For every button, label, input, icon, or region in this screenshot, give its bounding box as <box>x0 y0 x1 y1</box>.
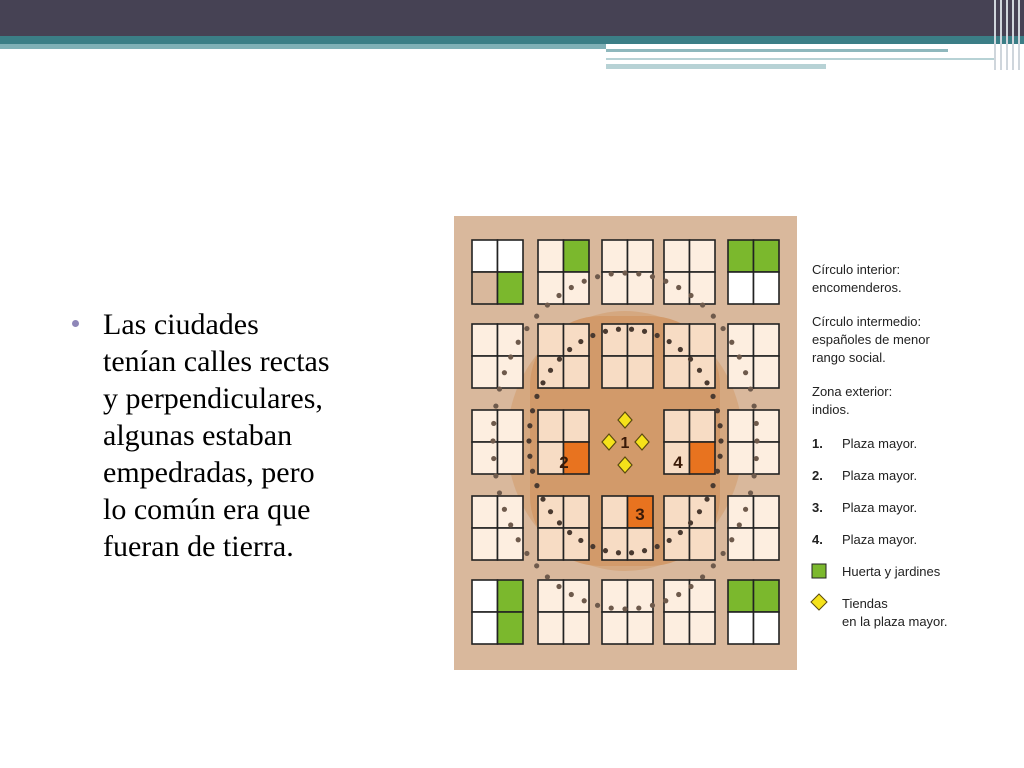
boundary-dot <box>676 285 681 290</box>
boundary-dot <box>567 347 572 352</box>
legend-number: 4. <box>812 532 823 547</box>
block-lot <box>498 356 524 388</box>
block-lot <box>564 612 590 644</box>
legend-label: encomenderos. <box>812 280 902 295</box>
block-lot <box>498 272 524 304</box>
boundary-dot <box>715 469 720 474</box>
boundary-dot <box>754 438 759 443</box>
block-lot <box>754 356 780 388</box>
boundary-dot <box>688 357 693 362</box>
block-lot <box>538 612 564 644</box>
boundary-dot <box>720 551 725 556</box>
boundary-dot <box>616 327 621 332</box>
boundary-dot <box>704 380 709 385</box>
accent-line <box>606 64 826 69</box>
block-lot <box>602 240 628 272</box>
boundary-dot <box>629 327 634 332</box>
boundary-dot <box>700 574 705 579</box>
boundary-dot <box>516 340 521 345</box>
block-number-label: 2 <box>559 453 569 472</box>
boundary-dot <box>678 530 683 535</box>
legend-label: Zona exterior: <box>812 384 893 399</box>
boundary-dot <box>748 386 753 391</box>
boundary-dot <box>650 603 655 608</box>
block-lot <box>754 410 780 442</box>
boundary-dot <box>678 347 683 352</box>
decorative-vertical-lines <box>990 0 1024 70</box>
boundary-dot <box>743 507 748 512</box>
block-lot <box>690 324 716 356</box>
boundary-dot <box>502 507 507 512</box>
boundary-dot <box>704 497 709 502</box>
boundary-dot <box>655 544 660 549</box>
legend-label: Plaza mayor. <box>842 532 918 547</box>
legend-label: en la plaza mayor. <box>842 614 948 629</box>
block-lot <box>664 496 690 528</box>
boundary-dot <box>737 354 742 359</box>
boundary-dot <box>752 473 757 478</box>
boundary-dot <box>718 423 723 428</box>
boundary-dot <box>569 285 574 290</box>
boundary-dot <box>616 550 621 555</box>
boundary-dot <box>582 279 587 284</box>
boundary-dot <box>534 563 539 568</box>
boundary-dot <box>667 538 672 543</box>
block-lot <box>754 496 780 528</box>
accent-stripe-light <box>0 44 606 49</box>
block-lot <box>664 240 690 272</box>
legend-number: 2. <box>812 468 823 483</box>
block-lot <box>538 528 564 560</box>
block-lot <box>538 240 564 272</box>
block-lot <box>602 496 628 528</box>
boundary-dot <box>493 403 498 408</box>
bullet-list <box>72 306 422 565</box>
block-lot <box>602 528 628 560</box>
block-lot <box>564 580 590 612</box>
legend-label: Plaza mayor. <box>842 468 918 483</box>
block-lot <box>538 324 564 356</box>
boundary-dot <box>729 340 734 345</box>
block-lot <box>728 580 754 612</box>
boundary-dot <box>697 509 702 514</box>
block-lot <box>728 272 754 304</box>
block-lot <box>602 272 628 304</box>
block-lot <box>498 612 524 644</box>
boundary-dot <box>754 421 759 426</box>
boundary-dot <box>530 469 535 474</box>
block-lot <box>472 356 498 388</box>
boundary-dot <box>629 550 634 555</box>
boundary-dot <box>697 368 702 373</box>
block-lot <box>690 528 716 560</box>
boundary-dot <box>545 302 550 307</box>
boundary-dot <box>524 551 529 556</box>
block-lot <box>754 528 780 560</box>
boundary-dot <box>590 544 595 549</box>
boundary-dot <box>534 314 539 319</box>
block-lot <box>498 580 524 612</box>
boundary-dot <box>729 537 734 542</box>
boundary-dot <box>603 329 608 334</box>
block-lot <box>754 612 780 644</box>
boundary-dot <box>578 538 583 543</box>
boundary-dot <box>676 592 681 597</box>
boundary-dot <box>548 368 553 373</box>
block-number-label: 3 <box>635 505 645 524</box>
block-lot <box>754 580 780 612</box>
block-lot <box>564 272 590 304</box>
boundary-dot <box>595 274 600 279</box>
boundary-dot <box>502 370 507 375</box>
boundary-dot <box>497 490 502 495</box>
boundary-dot <box>752 403 757 408</box>
legend <box>808 216 948 672</box>
boundary-dot <box>711 563 716 568</box>
boundary-dot <box>700 302 705 307</box>
boundary-dot <box>556 293 561 298</box>
block-lot <box>664 356 690 388</box>
boundary-dot <box>508 354 513 359</box>
boundary-dot <box>622 270 627 275</box>
yellow-diamond-icon <box>811 594 827 610</box>
boundary-dot <box>642 329 647 334</box>
boundary-dot <box>527 423 532 428</box>
block-lot <box>628 240 654 272</box>
block-lot <box>690 580 716 612</box>
boundary-dot <box>508 522 513 527</box>
block-lot <box>472 272 498 304</box>
plaza-center-number: 1 <box>620 435 630 452</box>
block-lot <box>628 356 654 388</box>
boundary-dot <box>491 421 496 426</box>
legend-number: 1. <box>812 436 823 451</box>
legend-label: Círculo intermedio: <box>812 314 922 329</box>
accent-line <box>606 58 996 60</box>
boundary-dot <box>590 333 595 338</box>
boundary-dot <box>491 456 496 461</box>
boundary-dot <box>715 408 720 413</box>
block-number-label: 4 <box>673 453 683 472</box>
block-lot <box>690 272 716 304</box>
boundary-dot <box>622 606 627 611</box>
block-lot <box>728 612 754 644</box>
block-lot <box>564 324 590 356</box>
boundary-dot <box>718 454 723 459</box>
boundary-dot <box>718 438 723 443</box>
boundary-dot <box>557 357 562 362</box>
boundary-dot <box>540 497 545 502</box>
block-lot <box>602 612 628 644</box>
block-lot <box>628 612 654 644</box>
boundary-dot <box>609 605 614 610</box>
block-lot <box>472 612 498 644</box>
block-lot <box>498 410 524 442</box>
block-lot <box>690 442 716 474</box>
boundary-dot <box>595 603 600 608</box>
bullet-text: Las ciudades tenían calles rectas y perpendiculares, algunas estaban empedradas, pero lo común era que fueran de tierra. <box>103 308 330 563</box>
title-bar <box>0 0 1024 36</box>
boundary-dot <box>663 279 668 284</box>
boundary-dot <box>527 454 532 459</box>
city-plan-figure <box>454 216 948 672</box>
boundary-dot <box>688 584 693 589</box>
block-lot <box>498 442 524 474</box>
boundary-dot <box>710 483 715 488</box>
block-lot <box>472 240 498 272</box>
block-lot <box>728 240 754 272</box>
boundary-dot <box>497 386 502 391</box>
bullet-icon <box>72 320 79 327</box>
legend-number: 3. <box>812 500 823 515</box>
legend-label: Plaza mayor. <box>842 436 918 451</box>
boundary-dot <box>754 456 759 461</box>
boundary-dot <box>534 394 539 399</box>
boundary-dot <box>711 314 716 319</box>
block-lot <box>754 272 780 304</box>
boundary-dot <box>636 605 641 610</box>
legend-label: Tiendas <box>842 596 888 611</box>
boundary-dot <box>582 598 587 603</box>
boundary-dot <box>524 326 529 331</box>
block-lot <box>564 240 590 272</box>
block-lot <box>564 410 590 442</box>
boundary-dot <box>557 520 562 525</box>
boundary-dot <box>490 438 495 443</box>
city-grid-plan <box>454 216 797 670</box>
boundary-dot <box>748 490 753 495</box>
block-lot <box>538 272 564 304</box>
boundary-dot <box>609 271 614 276</box>
legend-label: rango social. <box>812 350 886 365</box>
boundary-dot <box>540 380 545 385</box>
block-lot <box>728 528 754 560</box>
block-lot <box>538 410 564 442</box>
boundary-dot <box>548 509 553 514</box>
boundary-dot <box>493 473 498 478</box>
block-lot <box>664 528 690 560</box>
boundary-dot <box>534 483 539 488</box>
boundary-dot <box>667 339 672 344</box>
boundary-dot <box>688 520 693 525</box>
legend-label: Huerta y jardines <box>842 564 941 579</box>
boundary-dot <box>743 370 748 375</box>
boundary-dot <box>569 592 574 597</box>
block-lot <box>690 410 716 442</box>
legend-label: Círculo interior: <box>812 262 901 277</box>
green-square-icon <box>812 564 826 578</box>
boundary-dot <box>526 438 531 443</box>
block-lot <box>754 324 780 356</box>
block-lot <box>754 240 780 272</box>
boundary-dot <box>688 293 693 298</box>
legend-label: Plaza mayor. <box>842 500 918 515</box>
block-lot <box>564 356 590 388</box>
legend-label: indios. <box>812 402 850 417</box>
block-lot <box>472 324 498 356</box>
block-lot <box>690 496 716 528</box>
boundary-dot <box>737 522 742 527</box>
block-lot <box>498 240 524 272</box>
boundary-dot <box>567 530 572 535</box>
block-lot <box>472 528 498 560</box>
boundary-dot <box>516 537 521 542</box>
boundary-dot <box>530 408 535 413</box>
boundary-dot <box>655 333 660 338</box>
accent-line <box>606 49 948 52</box>
boundary-dot <box>603 548 608 553</box>
boundary-dot <box>663 598 668 603</box>
block-lot <box>690 240 716 272</box>
block-lot <box>602 356 628 388</box>
boundary-dot <box>556 584 561 589</box>
block-lot <box>728 410 754 442</box>
boundary-dot <box>545 574 550 579</box>
block-lot <box>628 272 654 304</box>
boundary-dot <box>636 271 641 276</box>
boundary-dot <box>720 326 725 331</box>
block-lot <box>472 580 498 612</box>
boundary-dot <box>578 339 583 344</box>
boundary-dot <box>710 394 715 399</box>
boundary-dot <box>650 274 655 279</box>
block-lot <box>728 442 754 474</box>
legend-label: españoles de menor <box>812 332 930 347</box>
block-lot <box>728 356 754 388</box>
accent-stripe <box>0 36 1024 44</box>
block-lot <box>664 410 690 442</box>
block-lot <box>472 496 498 528</box>
boundary-dot <box>642 548 647 553</box>
block-lot <box>664 612 690 644</box>
block-lot <box>498 528 524 560</box>
block-lot <box>690 612 716 644</box>
block-lot <box>564 496 590 528</box>
block-lot <box>690 356 716 388</box>
